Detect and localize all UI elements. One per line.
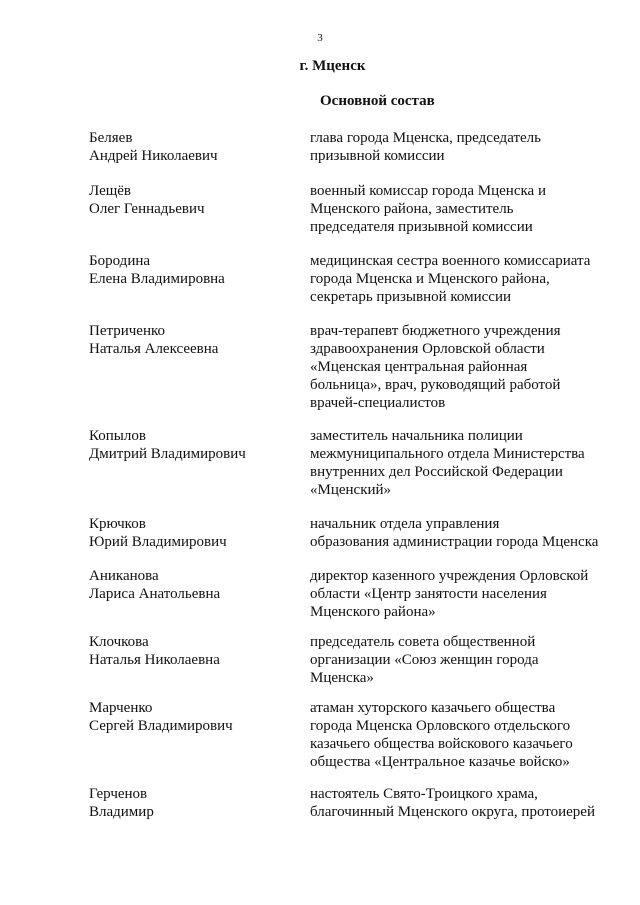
city-heading: г. Мценск bbox=[299, 58, 366, 74]
member-role-line: Мценского района, заместитель bbox=[310, 201, 514, 217]
member-name bbox=[89, 322, 299, 358]
member-role-line: председателя призывной комиссии bbox=[310, 219, 533, 235]
member-given-name: Олег Геннадьевич bbox=[89, 201, 205, 217]
member-name bbox=[89, 427, 299, 463]
member-role-line: секретарь призывной комиссии bbox=[310, 289, 512, 305]
member-name bbox=[89, 785, 299, 821]
member-surname: Клочкова bbox=[89, 634, 149, 650]
section-heading: Основной состав bbox=[320, 93, 435, 109]
member-role-line: «Мценская центральная районная bbox=[310, 359, 528, 375]
member-role bbox=[310, 785, 620, 821]
member-role-line: военный комиссар города Мценска и bbox=[310, 183, 546, 199]
member-role-line: директор казенного учреждения Орловской bbox=[310, 568, 589, 584]
member-given-name: Елена Владимировна bbox=[89, 271, 225, 287]
member-given-name: Дмитрий Владимирович bbox=[89, 446, 246, 462]
member-name bbox=[89, 129, 299, 165]
member-given-name: Андрей Николаевич bbox=[89, 148, 218, 164]
member-role bbox=[310, 633, 620, 687]
member-role-line: благочинный Мценского округа, протоиерей bbox=[310, 804, 595, 820]
member-role-line: глава города Мценска, председатель bbox=[310, 130, 541, 146]
member-name bbox=[89, 252, 299, 288]
member-role-line: заместитель начальника полиции bbox=[310, 428, 523, 444]
member-name bbox=[89, 182, 299, 218]
member-role-line: образования администрации города Мценска bbox=[310, 534, 599, 550]
member-surname: Петриченко bbox=[89, 323, 166, 339]
member-surname: Бородина bbox=[89, 253, 151, 269]
member-surname: Крючков bbox=[89, 516, 146, 532]
member-role-line: города Мценска и Мценского района, bbox=[310, 271, 550, 287]
member-given-name: Юрий Владимирович bbox=[89, 534, 227, 550]
member-role-line: казачьего общества войскового казачьего bbox=[310, 736, 573, 752]
member-given-name: Владимир bbox=[89, 804, 154, 820]
member-role-line: общества «Центральное казачье войско» bbox=[310, 754, 570, 770]
member-role bbox=[310, 699, 620, 771]
member-role-line: врач-терапевт бюджетного учреждения bbox=[310, 323, 561, 339]
member-role-line: призывной комиссии bbox=[310, 148, 445, 164]
member-role-line: здравоохранения Орловской области bbox=[310, 341, 545, 357]
member-role-line: врачей-специалистов bbox=[310, 395, 446, 411]
member-role-line: Мценска» bbox=[310, 670, 374, 686]
member-role bbox=[310, 515, 620, 551]
member-role-line: атаман хуторского казачьего общества bbox=[310, 700, 556, 716]
member-role-line: настоятель Свято-Троицкого храма, bbox=[310, 786, 538, 802]
member-role-line: больница», врач, руководящий работой bbox=[310, 377, 561, 393]
member-given-name: Сергей Владимирович bbox=[89, 718, 233, 734]
member-name bbox=[89, 699, 299, 735]
member-role bbox=[310, 567, 620, 621]
member-role-line: председатель совета общественной bbox=[310, 634, 536, 650]
page-number: 3 bbox=[317, 32, 323, 44]
member-surname: Герченов bbox=[89, 786, 148, 802]
member-name bbox=[89, 515, 299, 551]
member-role-line: области «Центр занятости населения bbox=[310, 586, 547, 602]
member-role-line: внутренних дел Российской Федерации bbox=[310, 464, 563, 480]
member-role bbox=[310, 182, 620, 236]
member-name bbox=[89, 633, 299, 669]
member-role bbox=[310, 252, 620, 306]
member-role-line: «Мценский» bbox=[310, 482, 392, 498]
member-role bbox=[310, 129, 620, 165]
member-given-name: Наталья Алексеевна bbox=[89, 341, 219, 357]
member-role-line: Мценского района» bbox=[310, 604, 436, 620]
member-role-line: медицинская сестра военного комиссариата bbox=[310, 253, 591, 269]
member-given-name: Наталья Николаевна bbox=[89, 652, 220, 668]
member-name bbox=[89, 567, 299, 603]
member-surname: Марченко bbox=[89, 700, 153, 716]
member-surname: Беляев bbox=[89, 130, 133, 146]
member-surname: Копылов bbox=[89, 428, 146, 444]
member-role-line: начальник отдела управления bbox=[310, 516, 500, 532]
member-given-name: Лариса Анатольевна bbox=[89, 586, 221, 602]
member-role-line: межмуниципального отдела Министерства bbox=[310, 446, 585, 462]
member-role-line: города Мценска Орловского отдельского bbox=[310, 718, 571, 734]
member-role-line: организации «Союз женщин города bbox=[310, 652, 539, 668]
member-surname: Аниканова bbox=[89, 568, 159, 584]
member-surname: Лещёв bbox=[89, 183, 132, 199]
member-role bbox=[310, 322, 620, 412]
member-role bbox=[310, 427, 620, 499]
